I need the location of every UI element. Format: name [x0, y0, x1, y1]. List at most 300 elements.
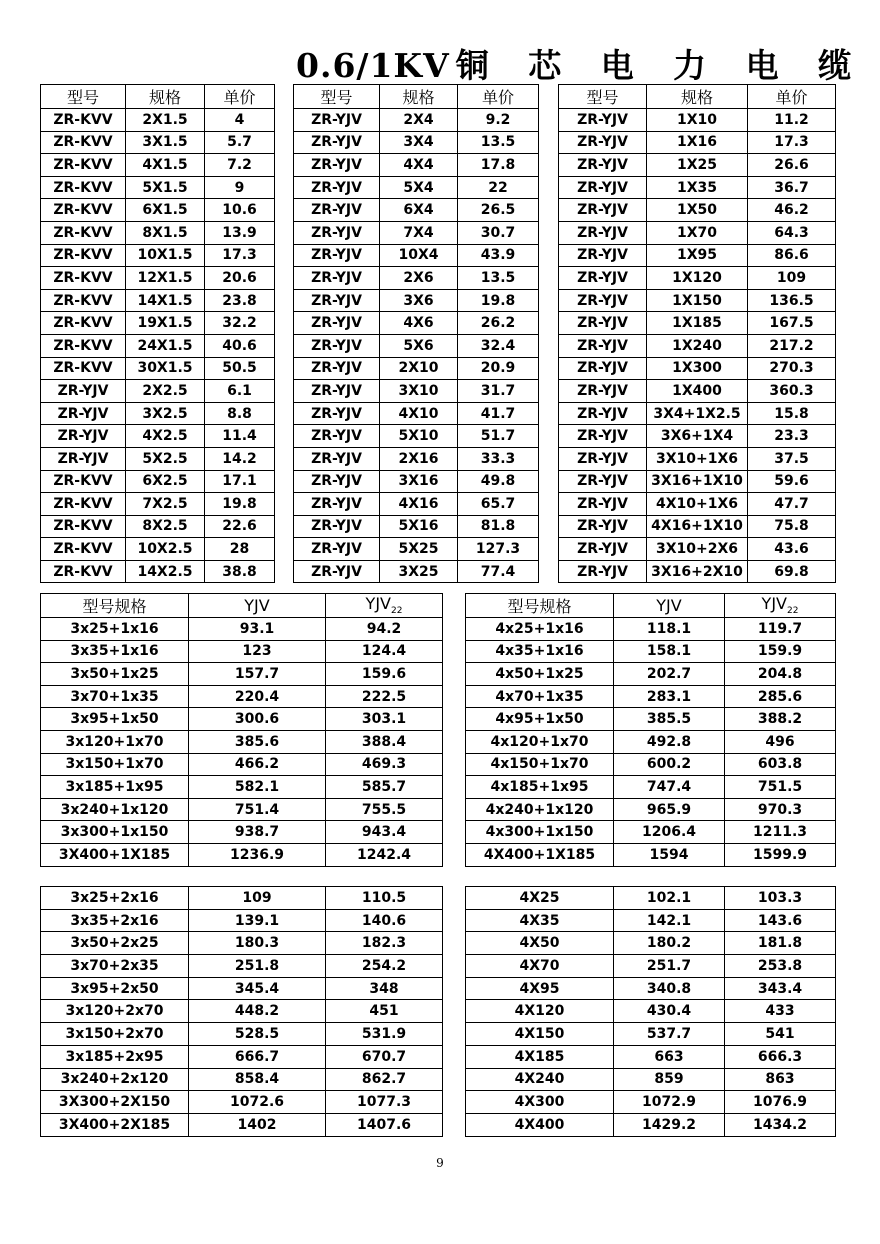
table-cell: 5.7: [205, 131, 275, 154]
table-row: [559, 493, 836, 516]
table-row: [559, 154, 836, 177]
table-cell: 3X10: [380, 380, 458, 403]
table-cell: 31.7: [458, 380, 539, 403]
table-cell: ZR-YJV: [294, 131, 380, 154]
table-cell: 1X25: [647, 154, 748, 177]
table-cell: 47.7: [748, 493, 836, 516]
table-cell: 30X1.5: [126, 357, 205, 380]
table-row: [294, 493, 539, 516]
table-cell: 180.3: [189, 932, 326, 955]
table-cell: 3x185+1x95: [41, 776, 189, 799]
table-cell: 4x25+1x16: [466, 618, 614, 641]
table-cell: 582.1: [189, 776, 326, 799]
table-cell: ZR-KVV: [41, 560, 126, 583]
table-cell: 167.5: [748, 312, 836, 335]
column-header: 规格: [647, 85, 748, 109]
table-row: [559, 515, 836, 538]
table-cell: 7X2.5: [126, 493, 205, 516]
table-row: [559, 109, 836, 132]
table-cell: 19.8: [205, 493, 275, 516]
table-cell: 81.8: [458, 515, 539, 538]
table-cell: 751.4: [189, 798, 326, 821]
column-header: 规格: [380, 85, 458, 109]
table-cell: 283.1: [614, 685, 725, 708]
column-gap: [443, 1045, 466, 1068]
table-cell: 4x240+1x120: [466, 798, 614, 821]
table-cell: ZR-KVV: [41, 515, 126, 538]
table-cell: 3X6+1X4: [647, 425, 748, 448]
table-cell: 4x185+1x95: [466, 776, 614, 799]
column-header-yjv: YJV: [614, 594, 725, 618]
table-cell: 1X240: [647, 334, 748, 357]
table-cell: 32.2: [205, 312, 275, 335]
table-cell: ZR-YJV: [559, 560, 647, 583]
table-cell: 862.7: [326, 1068, 443, 1091]
table-cell: 157.7: [189, 663, 326, 686]
table-row: [41, 176, 275, 199]
table-cell: 3x120+1x70: [41, 730, 189, 753]
table-row: [294, 402, 539, 425]
table-row: [41, 1000, 836, 1023]
table-cell: 345.4: [189, 977, 326, 1000]
column-gap: [443, 640, 466, 663]
column-header-yjv22: [326, 594, 443, 618]
table-cell: 4X10: [380, 402, 458, 425]
table-cell: 217.2: [748, 334, 836, 357]
table-cell: 118.1: [614, 618, 725, 641]
table-row: [41, 1023, 836, 1046]
table-cell: 94.2: [326, 618, 443, 641]
table-cell: 9: [205, 176, 275, 199]
column-gap: [443, 887, 466, 910]
table-cell: ZR-YJV: [294, 267, 380, 290]
table-row: [559, 221, 836, 244]
table-cell: 127.3: [458, 538, 539, 561]
table-cell: 142.1: [614, 909, 725, 932]
table-cell: 17.3: [748, 131, 836, 154]
price-table-right: [558, 84, 836, 583]
table-cell: ZR-YJV: [294, 176, 380, 199]
table-cell: 285.6: [725, 685, 836, 708]
table-row: [294, 380, 539, 403]
column-gap: [443, 594, 466, 618]
yjv-price-table: [40, 593, 836, 867]
table-cell: ZR-KVV: [41, 470, 126, 493]
table-row: [41, 776, 836, 799]
table-cell: 77.4: [458, 560, 539, 583]
table-cell: 17.1: [205, 470, 275, 493]
column-header: 型号: [294, 85, 380, 109]
column-header: 型号: [41, 85, 126, 109]
table-cell: 451: [326, 1000, 443, 1023]
table-cell: ZR-YJV: [294, 334, 380, 357]
column-gap: [443, 753, 466, 776]
table-row: [559, 560, 836, 583]
table-row: [41, 932, 836, 955]
table-cell: 4X400: [466, 1113, 614, 1136]
table-cell: ZR-YJV: [294, 312, 380, 335]
table-cell: 4X300: [466, 1091, 614, 1114]
table-cell: 388.4: [326, 730, 443, 753]
table-row: [41, 109, 275, 132]
price-table-left: [40, 84, 275, 583]
table-cell: 4x35+1x16: [466, 640, 614, 663]
table-cell: 270.3: [748, 357, 836, 380]
table-cell: 1X185: [647, 312, 748, 335]
table-cell: 4X240: [466, 1068, 614, 1091]
table-cell: 3X1.5: [126, 131, 205, 154]
column-header-yjv22: [725, 594, 836, 618]
table-cell: ZR-YJV: [294, 538, 380, 561]
table-cell: 12X1.5: [126, 267, 205, 290]
table-cell: 3x70+2x35: [41, 955, 189, 978]
table-cell: 496: [725, 730, 836, 753]
table-cell: ZR-YJV: [559, 470, 647, 493]
table-cell: ZR-KVV: [41, 176, 126, 199]
table-cell: 4X16+1X10: [647, 515, 748, 538]
header-row: [559, 85, 836, 109]
table-cell: ZR-YJV: [559, 199, 647, 222]
column-gap: [443, 955, 466, 978]
table-cell: 253.8: [725, 955, 836, 978]
table-cell: 6X1.5: [126, 199, 205, 222]
table-cell: 11.4: [205, 425, 275, 448]
table-cell: 7.2: [205, 154, 275, 177]
table-row: [294, 199, 539, 222]
table-cell: ZR-YJV: [559, 334, 647, 357]
table-cell: 3x120+2x70: [41, 1000, 189, 1023]
table-cell: 23.8: [205, 289, 275, 312]
table-cell: 202.7: [614, 663, 725, 686]
table-row: [41, 977, 836, 1000]
table-cell: 11.2: [748, 109, 836, 132]
table-row: [41, 1113, 836, 1136]
table-cell: 65.7: [458, 493, 539, 516]
table-cell: 858.4: [189, 1068, 326, 1091]
table-cell: 1072.6: [189, 1091, 326, 1114]
table-cell: 585.7: [326, 776, 443, 799]
table-cell: 1407.6: [326, 1113, 443, 1136]
table-cell: 448.2: [189, 1000, 326, 1023]
table-cell: 1X150: [647, 289, 748, 312]
table-row: [559, 176, 836, 199]
table-cell: ZR-YJV: [41, 447, 126, 470]
table-row: [41, 131, 275, 154]
table-cell: 970.3: [725, 798, 836, 821]
table-cell: 3x50+1x25: [41, 663, 189, 686]
table-cell: ZR-YJV: [294, 109, 380, 132]
table-row: [294, 538, 539, 561]
column-gap: [443, 730, 466, 753]
table-row: [559, 470, 836, 493]
table-cell: 1236.9: [189, 843, 326, 866]
column-header-spec: 型号规格: [41, 594, 189, 618]
table-row: [41, 470, 275, 493]
table-cell: 103.3: [725, 887, 836, 910]
table-cell: 1X300: [647, 357, 748, 380]
table-row: [294, 289, 539, 312]
table-cell: 17.3: [205, 244, 275, 267]
table-cell: ZR-YJV: [559, 357, 647, 380]
table-cell: 1434.2: [725, 1113, 836, 1136]
table-cell: 528.5: [189, 1023, 326, 1046]
table-cell: ZR-YJV: [559, 244, 647, 267]
table-row: [41, 402, 275, 425]
table-cell: ZR-YJV: [559, 538, 647, 561]
table-cell: 1X70: [647, 221, 748, 244]
column-gap: [443, 977, 466, 1000]
column-header: 单价: [205, 85, 275, 109]
multi-core-price-table: [40, 886, 836, 1137]
table-cell: 6X4: [380, 199, 458, 222]
table-cell: ZR-YJV: [294, 199, 380, 222]
table-cell: 3X16+1X10: [647, 470, 748, 493]
table-row: [294, 154, 539, 177]
table-row: [41, 843, 836, 866]
table-cell: ZR-YJV: [559, 515, 647, 538]
column-gap: [443, 821, 466, 844]
table-cell: 51.7: [458, 425, 539, 448]
table-cell: 123: [189, 640, 326, 663]
table-cell: ZR-YJV: [559, 267, 647, 290]
table-cell: 1X400: [647, 380, 748, 403]
table-cell: 3x95+2x50: [41, 977, 189, 1000]
table-cell: ZR-YJV: [294, 515, 380, 538]
table-cell: 3x150+2x70: [41, 1023, 189, 1046]
table-cell: 938.7: [189, 821, 326, 844]
table-cell: 5X16: [380, 515, 458, 538]
column-gap: [443, 1000, 466, 1023]
table-cell: 666.3: [725, 1045, 836, 1068]
table-cell: 22: [458, 176, 539, 199]
table-cell: 3X10+1X6: [647, 447, 748, 470]
table-cell: ZR-KVV: [41, 289, 126, 312]
table-row: [294, 447, 539, 470]
table-row: [294, 515, 539, 538]
table-cell: 1X50: [647, 199, 748, 222]
table-cell: 4X95: [466, 977, 614, 1000]
table-cell: 859: [614, 1068, 725, 1091]
table-cell: 666.7: [189, 1045, 326, 1068]
table-cell: 26.6: [748, 154, 836, 177]
table-row: [41, 425, 275, 448]
table-cell: ZR-KVV: [41, 334, 126, 357]
table-cell: 13.5: [458, 131, 539, 154]
table-cell: 30.7: [458, 221, 539, 244]
table-cell: ZR-YJV: [559, 109, 647, 132]
table-cell: 340.8: [614, 977, 725, 1000]
price-table-middle: [293, 84, 539, 583]
table-row: [41, 798, 836, 821]
table-cell: 6.1: [205, 380, 275, 403]
table-cell: ZR-KVV: [41, 109, 126, 132]
table-cell: 32.4: [458, 334, 539, 357]
table-cell: 5X1.5: [126, 176, 205, 199]
table-cell: ZR-KVV: [41, 538, 126, 561]
table-cell: 600.2: [614, 753, 725, 776]
table-cell: 10X1.5: [126, 244, 205, 267]
table-cell: 140.6: [326, 909, 443, 932]
column-gap: [443, 932, 466, 955]
column-gap: [443, 798, 466, 821]
table-cell: 360.3: [748, 380, 836, 403]
table-row: [41, 289, 275, 312]
table-cell: 10.6: [205, 199, 275, 222]
table-row: [41, 560, 275, 583]
table-cell: 33.3: [458, 447, 539, 470]
table-row: [41, 221, 275, 244]
table-cell: 49.8: [458, 470, 539, 493]
column-gap: [443, 685, 466, 708]
table-row: [559, 357, 836, 380]
table-cell: ZR-YJV: [559, 131, 647, 154]
table-cell: 1X35: [647, 176, 748, 199]
table-cell: 86.6: [748, 244, 836, 267]
table-cell: 3X6: [380, 289, 458, 312]
table-cell: 3X2.5: [126, 402, 205, 425]
table-cell: 10X4: [380, 244, 458, 267]
table-cell: 13.5: [458, 267, 539, 290]
table-cell: 119.7: [725, 618, 836, 641]
column-gap: [443, 663, 466, 686]
table-cell: 343.4: [725, 977, 836, 1000]
table-row: [294, 425, 539, 448]
table-row: [41, 334, 275, 357]
table-row: [41, 244, 275, 267]
table-cell: 8X1.5: [126, 221, 205, 244]
table-cell: ZR-YJV: [559, 176, 647, 199]
header-subscript: 22: [786, 606, 799, 617]
column-gap: [443, 1091, 466, 1114]
table-cell: 1076.9: [725, 1091, 836, 1114]
column-gap: [443, 1023, 466, 1046]
table-row: [41, 538, 275, 561]
table-cell: 251.7: [614, 955, 725, 978]
table-row: [559, 447, 836, 470]
table-cell: 303.1: [326, 708, 443, 731]
table-cell: 3x185+2x95: [41, 1045, 189, 1068]
table-cell: 4X400+1X185: [466, 843, 614, 866]
table-cell: 492.8: [614, 730, 725, 753]
table-cell: ZR-YJV: [294, 493, 380, 516]
table-cell: 4X70: [466, 955, 614, 978]
table-cell: 670.7: [326, 1045, 443, 1068]
table-row: [41, 380, 275, 403]
table-row: [41, 447, 275, 470]
header-base: YJV: [365, 594, 391, 614]
column-gap: [443, 843, 466, 866]
table-cell: 4X50: [466, 932, 614, 955]
table-cell: 433: [725, 1000, 836, 1023]
table-row: [294, 131, 539, 154]
table-row: [294, 560, 539, 583]
table-cell: 4X2.5: [126, 425, 205, 448]
table-cell: 20.9: [458, 357, 539, 380]
table-cell: 75.8: [748, 515, 836, 538]
table-cell: 102.1: [614, 887, 725, 910]
table-row: [559, 402, 836, 425]
table-cell: 2X4: [380, 109, 458, 132]
table-cell: ZR-KVV: [41, 199, 126, 222]
table-cell: 4X120: [466, 1000, 614, 1023]
table-cell: 2X10: [380, 357, 458, 380]
table-cell: 64.3: [748, 221, 836, 244]
table-cell: 1072.9: [614, 1091, 725, 1114]
table-cell: 4x50+1x25: [466, 663, 614, 686]
table-cell: ZR-KVV: [41, 357, 126, 380]
table-cell: ZR-YJV: [294, 357, 380, 380]
column-header: 单价: [458, 85, 539, 109]
table-cell: 3x70+1x35: [41, 685, 189, 708]
table-cell: 388.2: [725, 708, 836, 731]
table-cell: 59.6: [748, 470, 836, 493]
table-row: [559, 425, 836, 448]
table-cell: 254.2: [326, 955, 443, 978]
table-row: [294, 221, 539, 244]
header-base: YJV: [761, 594, 787, 614]
table-cell: 158.1: [614, 640, 725, 663]
table-cell: 3x240+2x120: [41, 1068, 189, 1091]
table-cell: 159.9: [725, 640, 836, 663]
table-cell: 159.6: [326, 663, 443, 686]
table-cell: 3x95+1x50: [41, 708, 189, 731]
table-cell: ZR-YJV: [559, 312, 647, 335]
table-cell: 46.2: [748, 199, 836, 222]
table-row: [41, 821, 836, 844]
table-cell: 1594: [614, 843, 725, 866]
table-cell: ZR-YJV: [559, 380, 647, 403]
table-cell: 19X1.5: [126, 312, 205, 335]
table-cell: 3X300+2X150: [41, 1091, 189, 1114]
table-cell: ZR-YJV: [41, 425, 126, 448]
table-cell: ZR-YJV: [294, 447, 380, 470]
table-cell: 24X1.5: [126, 334, 205, 357]
column-header: 规格: [126, 85, 205, 109]
table-cell: ZR-KVV: [41, 493, 126, 516]
table-cell: ZR-YJV: [294, 154, 380, 177]
header-row: [41, 594, 836, 618]
table-cell: ZR-KVV: [41, 267, 126, 290]
table-cell: 4X185: [466, 1045, 614, 1068]
table-cell: ZR-YJV: [294, 470, 380, 493]
table-cell: 5X10: [380, 425, 458, 448]
table-row: [559, 380, 836, 403]
table-cell: 37.5: [748, 447, 836, 470]
table-cell: ZR-KVV: [41, 221, 126, 244]
table-cell: 385.6: [189, 730, 326, 753]
table-cell: 180.2: [614, 932, 725, 955]
table-cell: 747.4: [614, 776, 725, 799]
table-cell: ZR-YJV: [559, 425, 647, 448]
table-cell: 204.8: [725, 663, 836, 686]
table-cell: 26.5: [458, 199, 539, 222]
table-row: [41, 708, 836, 731]
table-cell: 2X2.5: [126, 380, 205, 403]
table-cell: 3X10+2X6: [647, 538, 748, 561]
table-cell: 863: [725, 1068, 836, 1091]
header-row: [294, 85, 539, 109]
table-cell: ZR-YJV: [294, 560, 380, 583]
table-cell: ZR-KVV: [41, 244, 126, 267]
table-cell: 751.5: [725, 776, 836, 799]
table-cell: 5X4: [380, 176, 458, 199]
table-cell: 3X4: [380, 131, 458, 154]
table-cell: 943.4: [326, 821, 443, 844]
table-cell: 1X95: [647, 244, 748, 267]
column-header: 单价: [748, 85, 836, 109]
table-cell: ZR-KVV: [41, 312, 126, 335]
table-cell: ZR-YJV: [559, 221, 647, 244]
